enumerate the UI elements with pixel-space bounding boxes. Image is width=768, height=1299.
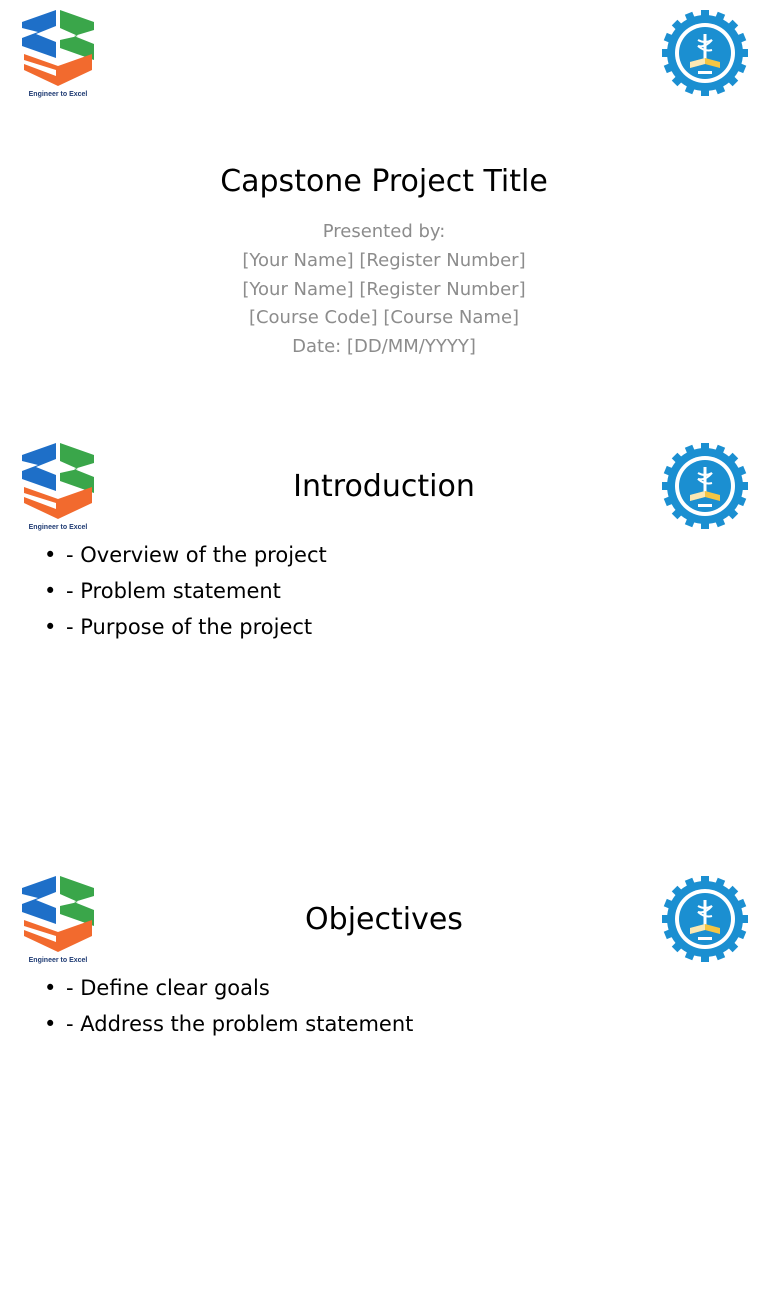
left-logo xyxy=(16,8,100,102)
date-line: Date: [DD/MM/YYYY] xyxy=(292,336,476,358)
cube-logo-icon xyxy=(16,8,100,92)
presenter-line-2: [Your Name] [Register Number] xyxy=(242,278,526,300)
slide-introduction xyxy=(0,433,768,866)
page-title: Capstone Project Title xyxy=(220,164,548,199)
list-item: • - Overview of the project xyxy=(44,537,327,573)
presenter-info xyxy=(0,218,768,362)
list-item: • - Define clear goals xyxy=(44,970,413,1006)
logo-tagline: Engineer to Excel xyxy=(28,91,88,98)
bullet-list xyxy=(44,537,327,645)
slide-heading: Introduction xyxy=(293,469,475,504)
slide-objectives xyxy=(0,866,768,1299)
presented-by-label: Presented by: xyxy=(322,221,446,242)
list-item: • - Problem statement xyxy=(44,573,327,609)
presenter-line-1: [Your Name] [Register Number] xyxy=(242,249,526,271)
bullet-icon: • xyxy=(44,976,57,1000)
bullet-icon: • xyxy=(44,579,57,603)
bullet-icon: • xyxy=(44,1012,57,1036)
right-logo xyxy=(662,10,748,96)
bullet-icon: • xyxy=(44,615,57,639)
slide-title xyxy=(0,0,768,433)
bullet-icon: • xyxy=(44,543,57,567)
list-item: • - Address the problem statement xyxy=(44,1006,413,1042)
logo-tagline: Engineer to Excel xyxy=(28,957,88,964)
slide-heading: Objectives xyxy=(305,902,463,937)
bullet-list xyxy=(44,970,413,1042)
institute-seal-icon xyxy=(662,10,748,96)
logo-tagline: Engineer to Excel xyxy=(28,524,88,531)
course-line: [Course Code] [Course Name] xyxy=(248,307,520,329)
list-item: • - Purpose of the project xyxy=(44,609,327,645)
